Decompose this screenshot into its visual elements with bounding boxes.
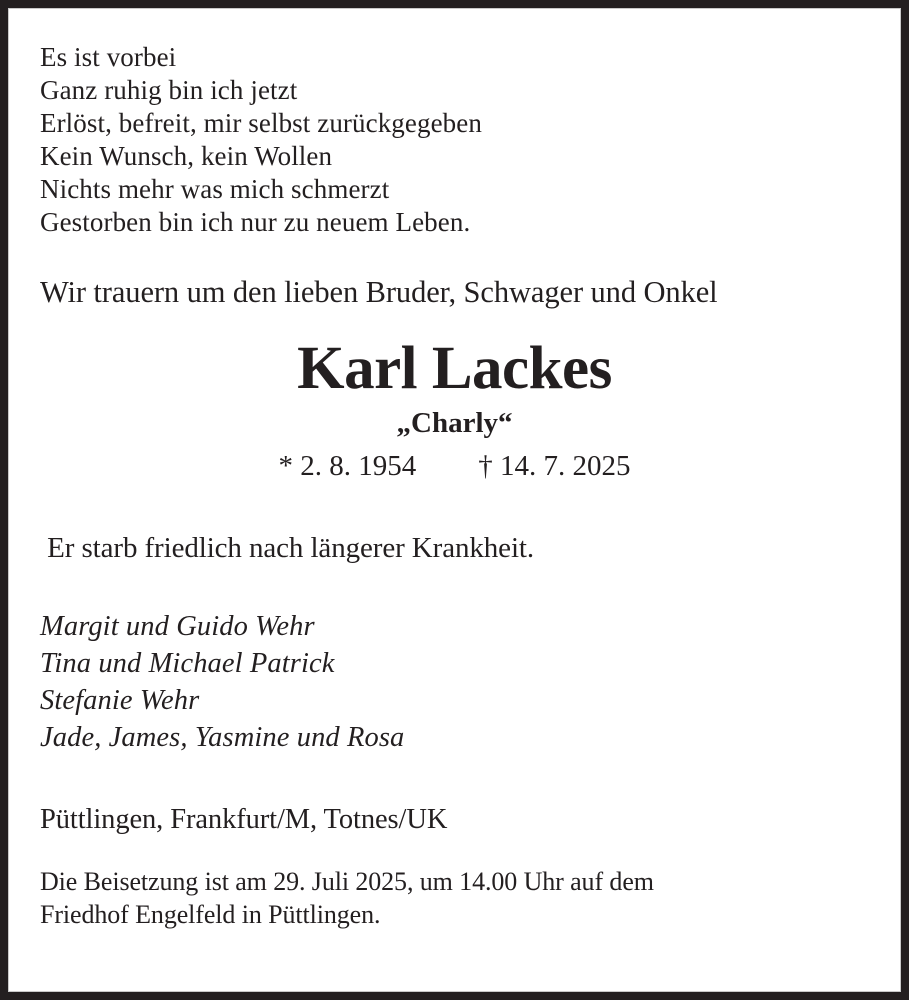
places-line: Püttlingen, Frankfurt/M, Totnes/UK xyxy=(40,804,448,835)
deceased-name: Karl Lackes xyxy=(297,335,612,402)
deceased-nickname: „Charly“ xyxy=(396,407,513,439)
verse-line: Es ist vorbei xyxy=(40,42,177,72)
survivor-line: Jade, James, Yasmine und Rosa xyxy=(40,722,405,753)
verse-line: Erlöst, befreit, mir selbst zurückgegeben xyxy=(40,108,482,138)
survivors-list xyxy=(40,608,869,756)
life-dates xyxy=(40,449,869,483)
funeral-details xyxy=(40,865,869,931)
funeral-details-line: Die Beisetzung ist am 29. Juli 2025, um 14.00 Uhr auf dem xyxy=(40,867,654,896)
birth-date: * 2. 8. 1954 xyxy=(278,450,417,482)
notice-inner-frame xyxy=(8,8,901,992)
survivor-line: Margit und Guido Wehr xyxy=(40,611,315,642)
notice-content xyxy=(9,9,900,991)
verse-line: Nichts mehr was mich schmerzt xyxy=(40,174,390,204)
funeral-details-line: Friedhof Engelfeld in Püttlingen. xyxy=(40,900,381,929)
passing-sentence: Er starb friedlich nach längerer Krankheit. xyxy=(40,532,535,564)
verse-line: Ganz ruhig bin ich jetzt xyxy=(40,75,298,105)
verse-line: Kein Wunsch, kein Wollen xyxy=(40,141,333,171)
survivor-line: Tina und Michael Patrick xyxy=(40,648,335,679)
death-date: † 14. 7. 2025 xyxy=(478,450,631,482)
memorial-verse xyxy=(40,41,869,239)
survivor-line: Stefanie Wehr xyxy=(40,685,200,716)
verse-line: Gestorben bin ich nur zu neuem Leben. xyxy=(40,207,471,237)
mourning-intro-text: Wir trauern um den lieben Bruder, Schwager und Onkel xyxy=(40,275,718,309)
